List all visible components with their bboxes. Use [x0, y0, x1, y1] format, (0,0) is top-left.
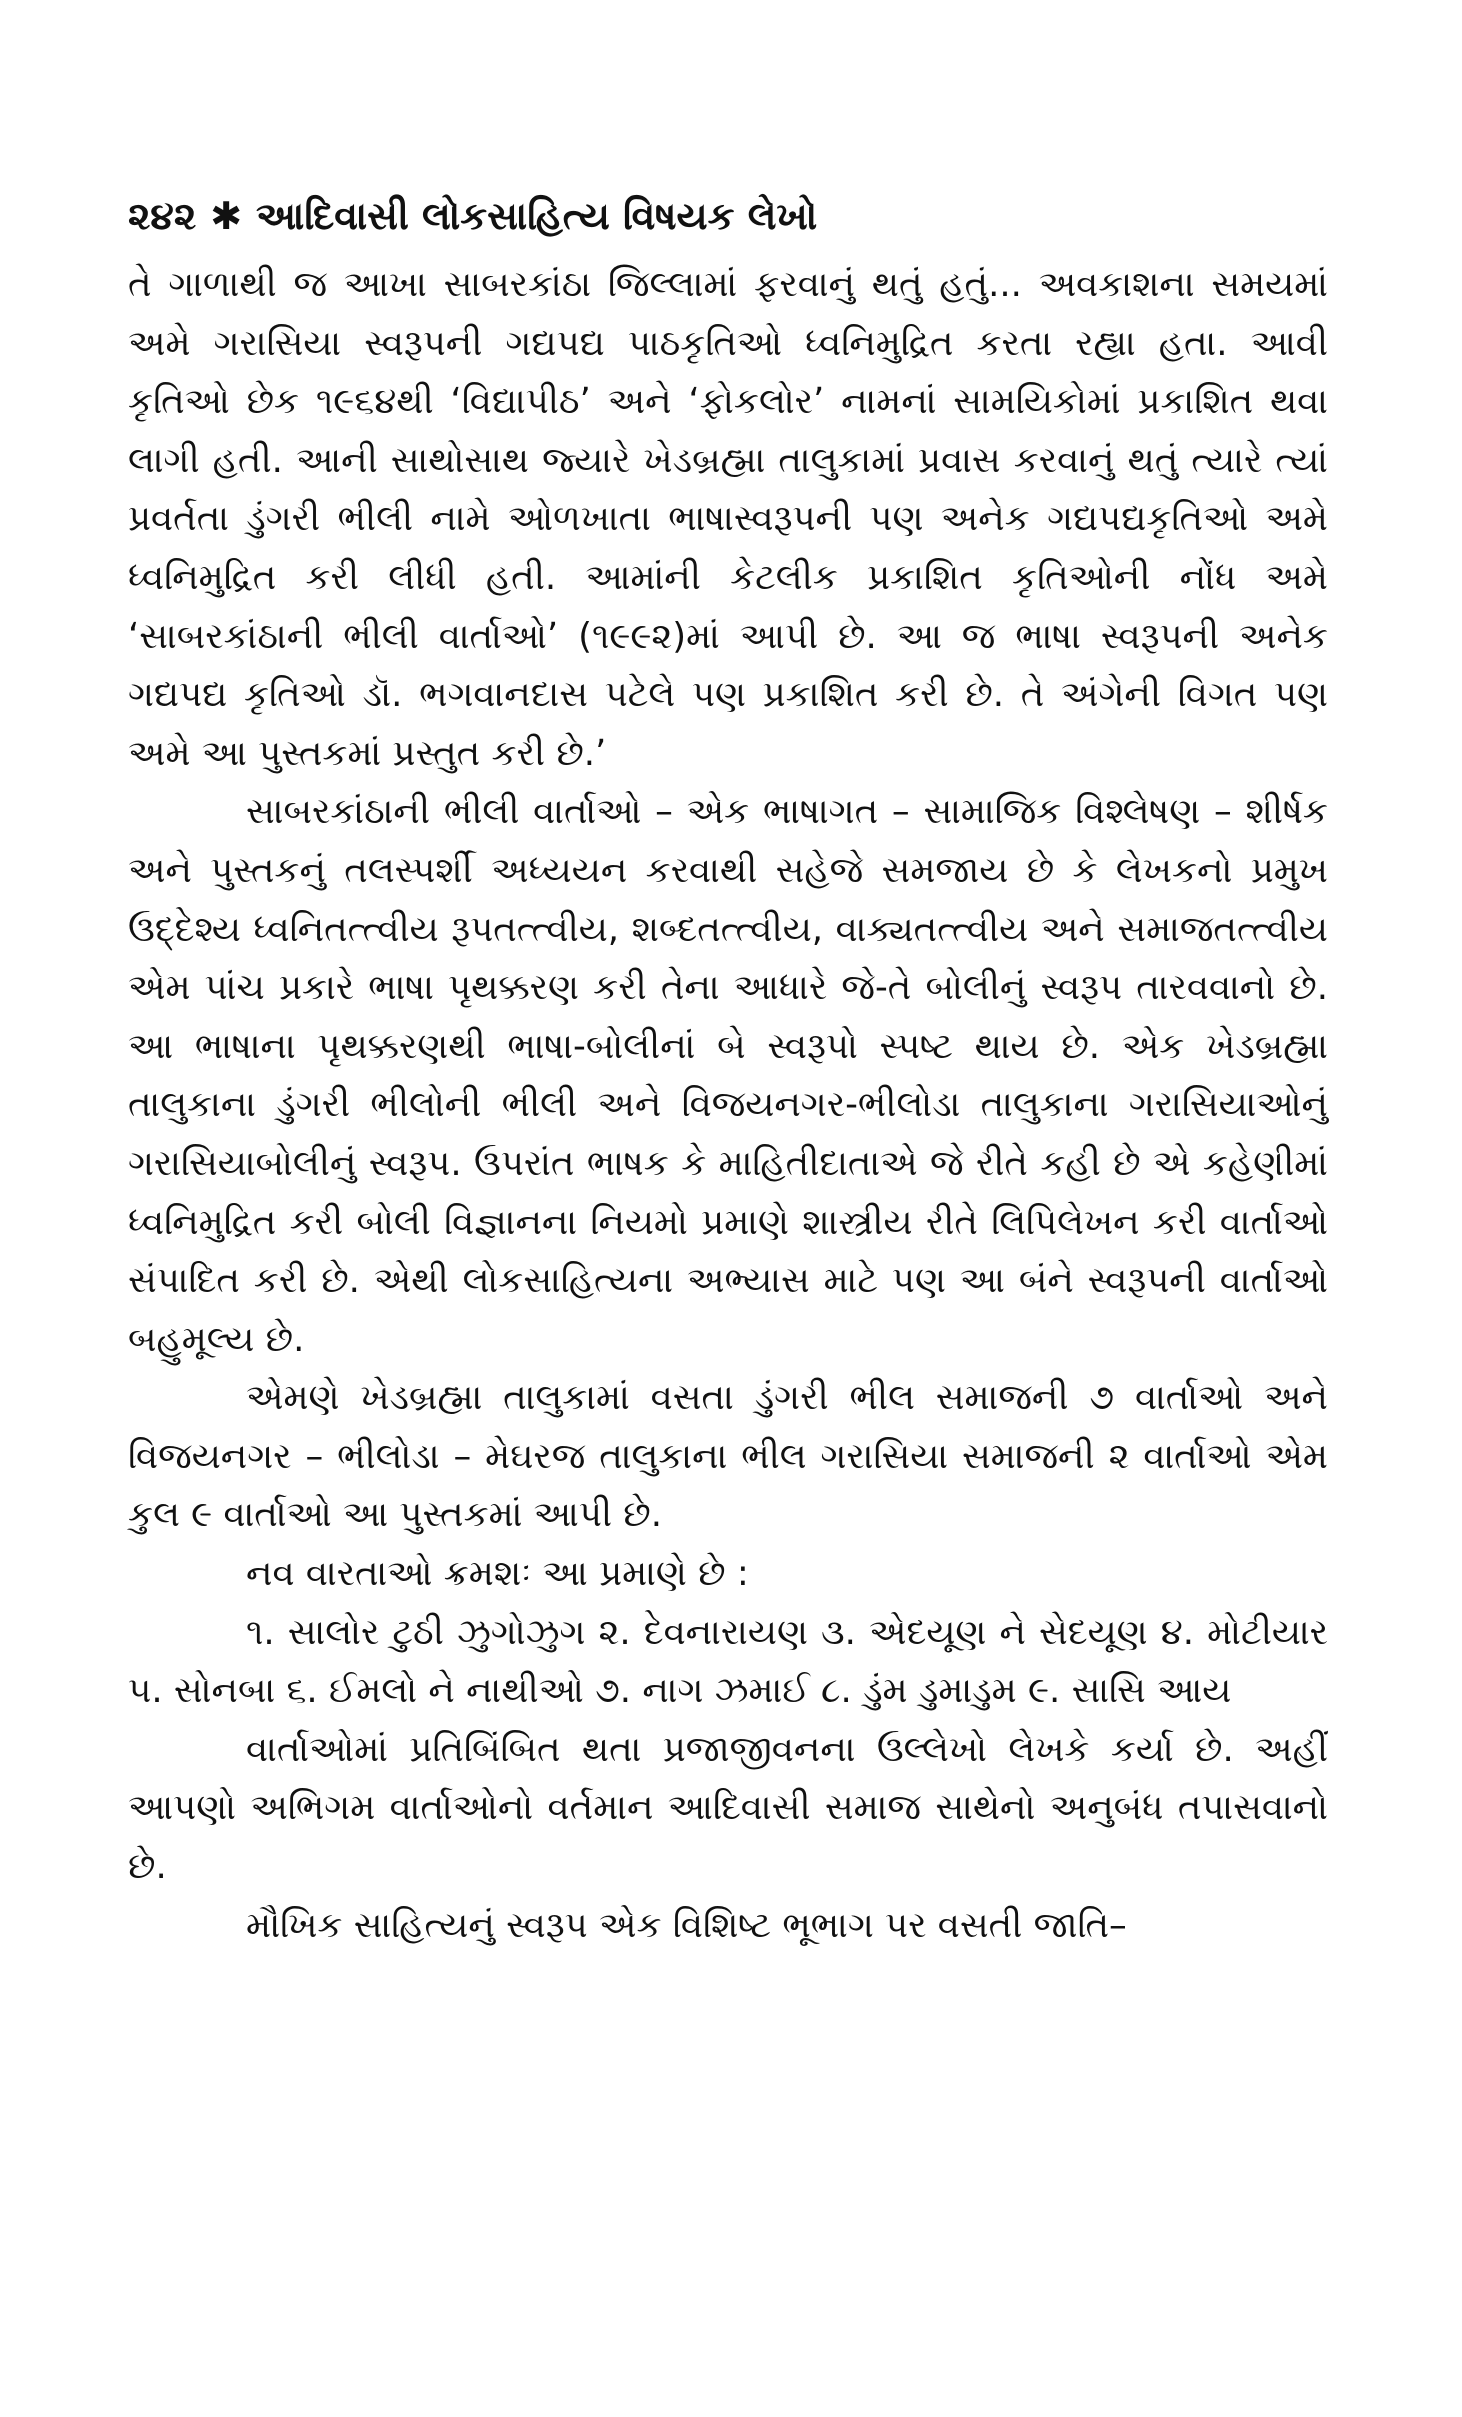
paragraph: નવ વારતાઓ ક્રમશઃ આ પ્રમાણે છે : [246, 1553, 749, 1595]
story-list: ૧. સાલોર ટુઠી ઝુગોઝુગ ૨. દેવનારાયણ ૩. એદયૂણ ને સેદયૂણ ૪. મોટીયાર ૫. સોનબા ૬. ઈમલો ને નાથીઓ ૭. નાગ ઝમાઈ ૮. ડુંમ ડુમાડુમ ૯. સાસિ આય [128, 1611, 1328, 1712]
book-title: આદિવાસી લોકસાહિત્ય વિષયક લેખો [256, 194, 818, 238]
paragraph: સાબરકાંઠાની ભીલી વાર્તાઓ – એક ભાષાગત – સામાજિક વિશ્લેષણ – શીર્ષક અને પુસ્તકનું તલસ્પર્શી અધ્યયન કરવાથી સહેજે સમજાય છે કે લેખકનો પ્રમુખ ઉદ્દેશ્ય ધ્વનિતત્ત્વીય રૂપતત્ત્વીય, શબ્દતત્ત્વીય, વાક્યતત્ત્વીય અને સમાજતત્ત્વીય એમ પાંચ પ્રકારે ભાષા પૃથક્કરણ કરી તેના આધારે જે-તે બોલીનું સ્વરૂપ તારવવાનો છે. આ ભાષાના પૃથક્કરણથી ભાષા-બોલીનાં બે સ્વરૂપો સ્પષ્ટ થાય છે. એક ખેડબ્રહ્મા તાલુકાના ડુંગરી ભીલોની ભીલી અને વિજયનગર-ભીલોડા તાલુકાના ગરાસિયાઓનું ગરાસિયાબોલીનું સ્વરૂપ. ઉપરાંત ભાષક કે માહિતીદાતાએ જે રીતે કહી છે એ કહેણીમાં ધ્વનિમુદ્રિત કરી બોલી વિજ્ઞાનના નિયમો પ્રમાણે શાસ્ત્રીય રીતે લિપિલેખન કરી વાર્તાઓ સંપાદિત કરી છે. એથી લોકસાહિત્યના અભ્યાસ માટે પણ આ બંને સ્વરૂપની વાર્તાઓ બહુમૂલ્ય છે. [128, 791, 1328, 1360]
paragraph: એમણે ખેડબ્રહ્મા તાલુકામાં વસતા ડુંગરી ભીલ સમાજની ૭ વાર્તાઓ અને વિજયનગર – ભીલોડા – મેઘરજ તાલુકાના ભીલ ગરાસિયા સમાજની ૨ વાર્તાઓ એમ કુલ ૯ વાર્તાઓ આ પુસ્તકમાં આપી છે. [128, 1377, 1328, 1536]
asterisk-separator-icon: ✱ [210, 194, 243, 238]
paragraph: વાર્તાઓમાં પ્રતિબિંબિત થતા પ્રજાજીવનના ઉલ્લેખો લેખકે કર્યા છે. અહીં આપણો અભિગમ વાર્તાઓનો વર્તમાન આદિવાસી સમાજ સાથેનો અનુબંધ તપાસવાનો છે. [128, 1728, 1328, 1888]
paragraph: તે ગાળાથી જ આખા સાબરકાંઠા જિલ્લામાં ફરવાનું થતું હતું... અવકાશના સમયમાં અમે ગરાસિયા સ્વરૂપની ગદ્યપદ્ય પાઠકૃતિઓ ધ્વનિમુદ્રિત કરતા રહ્યા હતા. આવી કૃતિઓ છેક ૧૯૬૪થી ‘વિદ્યાપીઠ’ અને ‘ફોકલોર’ નામનાં સામયિકોમાં પ્રકાશિત થવા લાગી હતી. આની સાથોસાથ જ્યારે ખેડબ્રહ્મા તાલુકામાં પ્રવાસ કરવાનું થતું ત્યારે ત્યાં પ્રવર્તતા ડુંગરી ભીલી નામે ઓળખાતા ભાષાસ્વરૂપની પણ અનેક ગદ્યપદ્યકૃતિઓ અમે ધ્વનિમુદ્રિત કરી લીધી હતી. આમાંની કેટલીક પ્રકાશિત કૃતિઓની નોંધ અમે ‘સાબરકાંઠાની ભીલી વાર્તાઓ’ (૧૯૯૨)માં આપી છે. આ જ ભાષા સ્વરૂપની અનેક ગદ્યપદ્ય કૃતિઓ ડૉ. ભગવાનદાસ પટેલે પણ પ્રકાશિત કરી છે. તે અંગેની વિગત પણ અમે આ પુસ્તકમાં પ્રસ્તુત કરી છે.’ [128, 264, 1328, 774]
page-number: ૨૪૨ [128, 194, 197, 238]
running-header [128, 190, 1328, 242]
paragraph: મૌખિક સાહિત્યનું સ્વરૂપ એક વિશિષ્ટ ભૂભાગ પર વસતી જાતિ– [246, 1904, 1127, 1946]
book-page [128, 190, 1328, 1955]
